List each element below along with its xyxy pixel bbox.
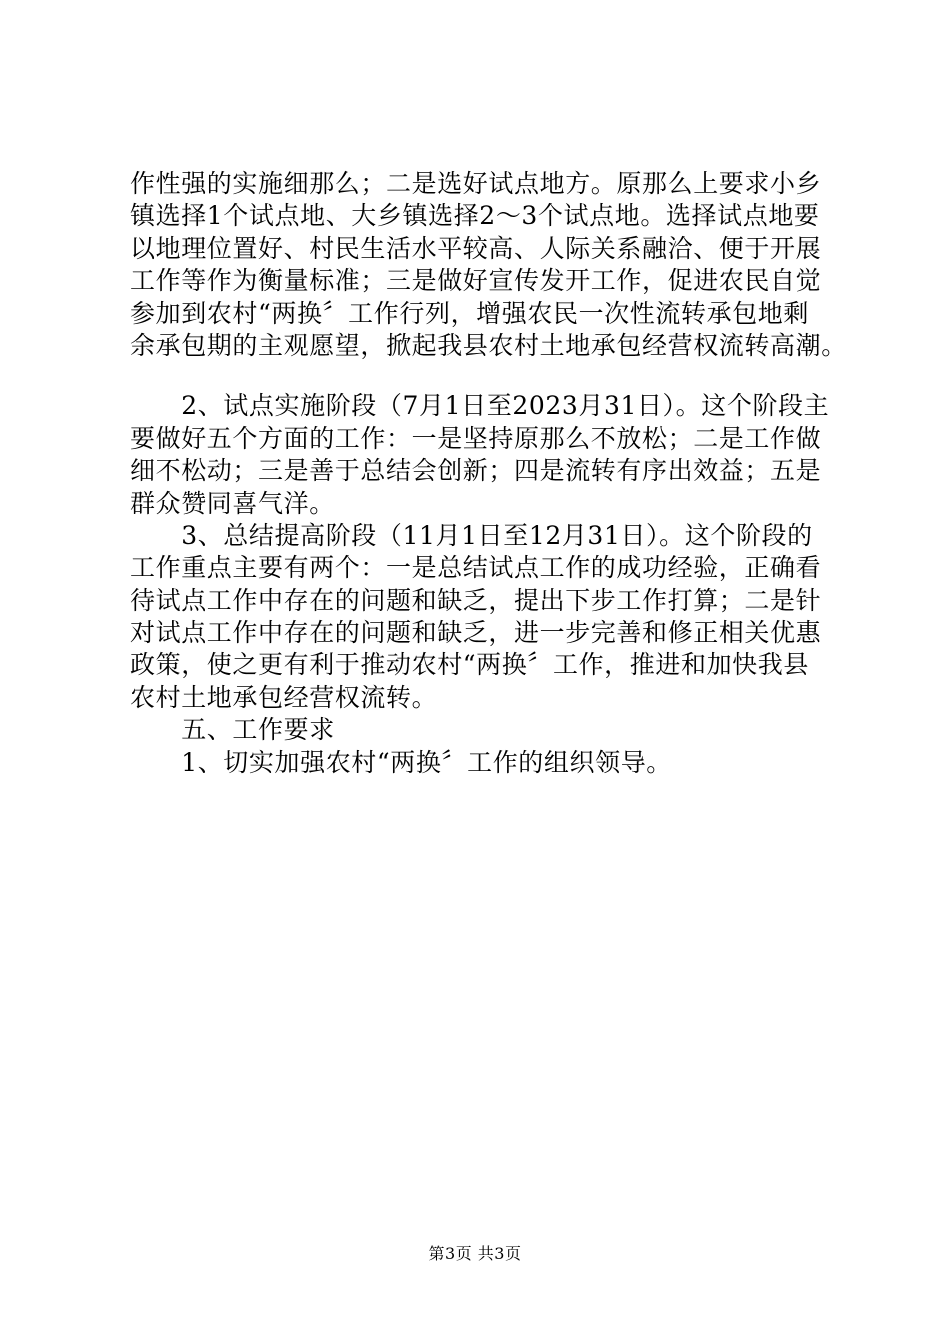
section-heading-work-requirements [130,714,840,746]
paragraph-summary-phase [130,520,840,714]
text-line: 工作重点主要有两个：一是总结试点工作的成功经验，正确看 [130,553,822,583]
text-line: 作性强的实施细那么；二是选好试点地方。原那么上要求小乡 [130,169,822,198]
text-line: 对试点工作中存在的问题和缺乏，进一步完善和修正相关优惠 [130,618,822,648]
text-line: 群众赞同喜气洋。 [130,488,335,518]
text-line: 3、总结提高阶段（11月1日至12月31日）。这个阶段的 [130,520,813,550]
section-heading: 五、工作要求 [130,715,335,745]
text-line: 余承包期的主观愿望，掀起我县农村土地承包经营权流转高潮。 [130,330,847,360]
text-line: 1、切实加强农村“两换〞工作的组织领导。 [130,747,672,777]
paragraph-requirement-1 [130,747,840,779]
text-line: 农村土地承包经营权流转。 [130,682,438,712]
text-line: 参加到农村“两换〞工作行列，增强农民一次性流转承包地剩 [130,298,809,328]
page-number-label: 第3页 共3页 [428,1244,522,1263]
text-line: 要做好五个方面的工作：一是坚持原那么不放松；二是工作做 [130,423,822,453]
text-line: 细不松动；三是善于总结会创新；四是流转有序出效益；五是 [130,456,822,486]
text-line: 以地理位置好、村民生活水平较高、人际关系融洽、便于开展 [130,233,822,263]
text-line: 待试点工作中存在的问题和缺乏，提出下步工作打算；二是针 [130,585,822,615]
paragraph-spacer [130,362,840,390]
paragraph-phase-1-continuation [130,168,847,362]
text-line: 2、试点实施阶段（7月1日至2023月31日）。这个阶段主 [130,391,830,421]
page-footer [0,1244,950,1264]
text-line: 政策，使之更有利于推动农村“两换〞工作，推进和加快我县 [130,650,809,680]
document-body [130,168,847,779]
text-line: 工作等作为衡量标准；三是做好宣传发开工作，促进农民自觉 [130,266,822,296]
text-line: 镇选择1个试点地、大乡镇选择2～3个试点地。选择试点地要 [130,201,820,231]
paragraph-pilot-implementation [130,390,840,520]
